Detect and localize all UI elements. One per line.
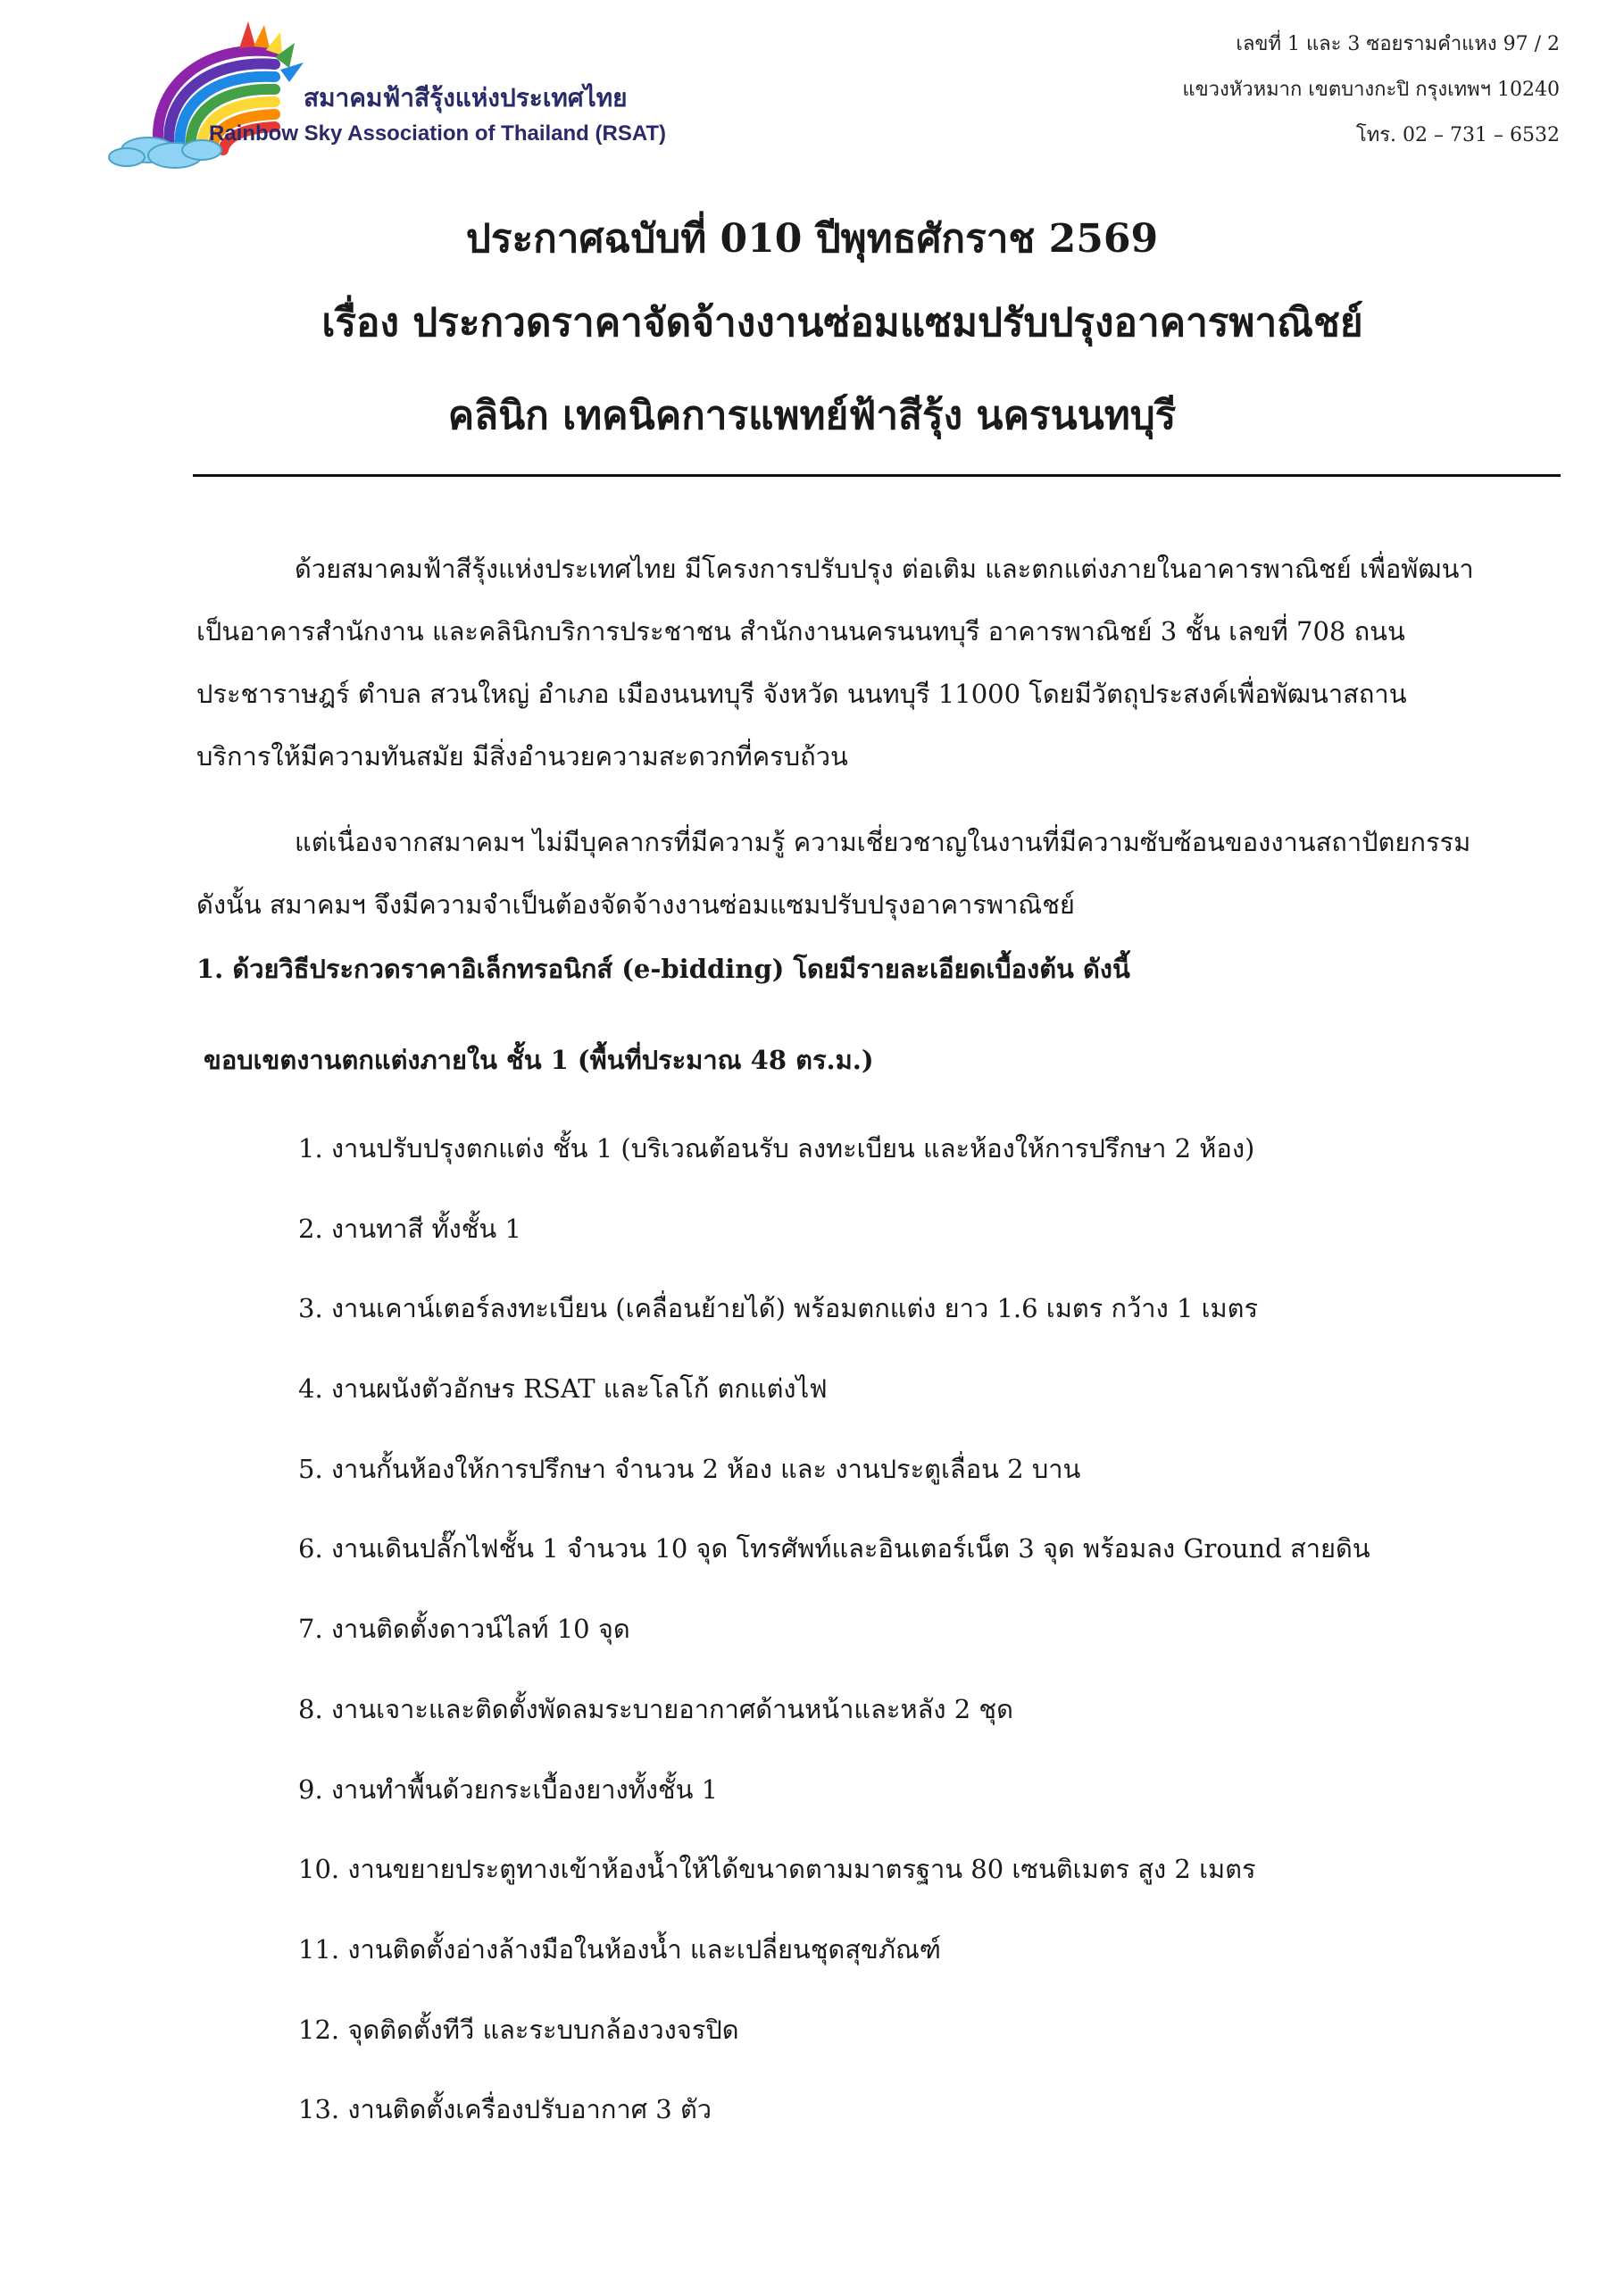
address-line: แขวงหัวหมาก เขตบางกะปิ กรุงเทพฯ 10240 <box>1182 79 1560 101</box>
list-item: 5. งานกั้นห้องให้การปรึกษา จำนวน 2 ห้อง และ งานประตูเลื่อน 2 บาน <box>298 1453 1081 1484</box>
logo-thai-name: สมาคมฟ้าสีรุ้งแห่งประเทศไทย <box>304 83 628 113</box>
phone-line: โทร. 02 – 731 – 6532 <box>1355 124 1560 146</box>
paragraph-line: ดังนั้น สมาคมฯ จึงมีความจำเป็นต้องจัดจ้างงานซ่อมแซมปรับปรุงอาคารพาณิชย์ <box>196 889 1075 920</box>
list-item: 10. งานขยายประตูทางเข้าห้องน้ำให้ได้ขนาดตามมาตรฐาน 80 เซนติเมตร สูง 2 เมตร <box>298 1854 1256 1885</box>
section-heading: 1. ด้วยวิธีประกวดราคาอิเล็กทรอนิกส์ (e-bidding) โดยมีรายละเอียดเบื้องต้น ดังนี้ <box>196 954 1130 984</box>
rsat-logo <box>105 16 667 175</box>
rainbow-logo-icon <box>105 16 311 175</box>
announcement-number: ประกาศฉบับที่ 010 ปีพุทธศักราช 2569 <box>465 216 1159 262</box>
list-item: 4. งานผนังตัวอักษร RSAT และโลโก้ ตกแต่งไฟ <box>298 1373 828 1405</box>
association-address <box>1182 21 1560 158</box>
paragraph-line: บริการให้มีความทันสมัย มีสิ่งอำนวยความสะดวกที่ครบถ้วน <box>196 741 848 772</box>
logo-english-name: Rainbow Sky Association of Thailand (RSAT) <box>209 121 667 146</box>
title-divider <box>193 474 1561 477</box>
list-item: 6. งานเดินปลั๊กไฟชั้น 1 จำนวน 10 จุด โทรศัพท์และอินเตอร์เน็ต 3 จุด พร้อมลง Ground สายดิน <box>298 1533 1370 1564</box>
clinic-name: คลินิก เทคนิคการแพทย์ฟ้าสีรุ้ง นครนนทบุรี <box>447 393 1177 438</box>
list-item: 13. งานติดตั้งเครื่องปรับอากาศ 3 ตัว <box>298 2094 712 2125</box>
work-items-list <box>298 1118 1370 2159</box>
scope-subheading: ขอบเขตงานตกแต่งภายใน ชั้น 1 (พื้นที่ประมาณ 48 ตร.ม.) <box>204 1045 874 1075</box>
address-line: เลขที่ 1 และ 3 ซอยรามคำแหง 97 / 2 <box>1236 33 1560 55</box>
announcement-subject: เรื่อง ประกวดราคาจัดจ้างงานซ่อมแซมปรับปรุงอาคารพาณิชย์ <box>321 300 1363 346</box>
list-item: 2. งานทาสี ทั้งชั้น 1 <box>298 1213 521 1244</box>
list-item: 7. งานติดตั้งดาวน์ไลท์ 10 จุด <box>298 1614 630 1645</box>
list-item: 12. จุดติดตั้งทีวี และระบบกล้องวงจรปิด <box>298 2014 739 2045</box>
paragraph-line: ด้วยสมาคมฟ้าสีรุ้งแห่งประเทศไทย มีโครงการปรับปรุง ต่อเติม และตกแต่งภายในอาคารพาณิชย์ เพื่อพัฒนา <box>295 554 1474 584</box>
paragraph-line: แต่เนื่องจากสมาคมฯ ไม่มีบุคลากรที่มีความรู้ ความเชี่ยวชาญในงานที่มีความซับซ้อนของงานสถาปัตยกรรม <box>295 827 1471 857</box>
paragraph-line: เป็นอาคารสำนักงาน และคลินิกบริการประชาชน สำนักงานนครนนทบุรี อาคารพาณิชย์ 3 ชั้น เลขที่ 708 ถนน <box>196 616 1405 647</box>
intro-paragraph <box>196 538 1553 788</box>
list-item: 3. งานเคาน์เตอร์ลงทะเบียน (เคลื่อนย้ายได้) พร้อมตกแต่ง ยาว 1.6 เมตร กว้าง 1 เมตร <box>298 1293 1259 1324</box>
reason-paragraph <box>196 811 1553 936</box>
list-item: 11. งานติดตั้งอ่างล้างมือในห้องน้ำ และเปลี่ยนชุดสุขภัณฑ์ <box>298 1933 941 1965</box>
paragraph-line: ประชาราษฎร์ ตำบล สวนใหญ่ อำเภอ เมืองนนทบุรี จังหวัด นนทบุรี 11000 โดยมีวัตถุประสงค์เพื่อพัฒนาสถาน <box>196 679 1407 709</box>
list-item: 8. งานเจาะและติดตั้งพัดลมระบายอากาศด้านหน้าและหลัง 2 ชุด <box>298 1693 1013 1724</box>
list-item: 1. งานปรับปรุงตกแต่ง ชั้น 1 (บริเวณต้อนรับ ลงทะเบียน และห้องให้การปรึกษา 2 ห้อง) <box>298 1133 1255 1164</box>
list-item: 9. งานทำพื้นด้วยกระเบื้องยางทั้งชั้น 1 <box>298 1773 719 1805</box>
